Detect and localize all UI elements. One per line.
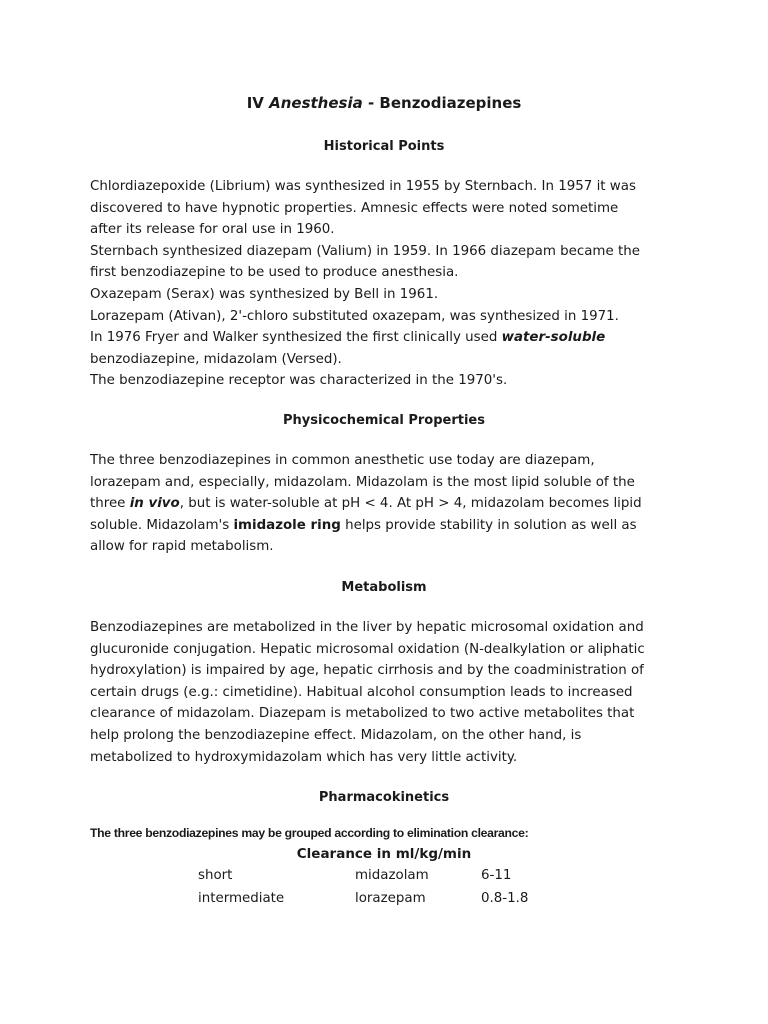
text-run: , but is water-soluble at pH < 4. At pH > 4, midazolam becomes lipid xyxy=(179,496,642,512)
text-line xyxy=(90,493,690,515)
text-line: Sternbach synthesized diazepam (Valium) in 1959. In 1966 diazepam became the xyxy=(90,243,640,259)
table-row xyxy=(0,868,768,890)
title-italic-word: Anesthesia xyxy=(269,94,363,112)
text-line: first benzodiazepine to be used to produce anesthesia. xyxy=(90,265,459,281)
title-prefix: IV xyxy=(246,94,270,112)
heading-pharmacokinetics: Pharmacokinetics xyxy=(318,790,450,805)
text-line: Chlordiazepoxide (Librium) was synthesized in 1955 by Sternbach. In 1957 it was xyxy=(90,179,636,194)
text-line: after its release for oral use in 1960. xyxy=(90,222,335,238)
text-line: allow for rapid metabolism. xyxy=(90,539,274,555)
text-line xyxy=(90,327,690,349)
text-line: The three benzodiazepines in common anesthetic use today are diazepam, xyxy=(90,453,595,468)
emphasis-in-vivo: in vivo xyxy=(129,496,180,512)
emphasis-water-soluble: water-soluble xyxy=(501,330,606,346)
clearance-category: short xyxy=(198,868,233,883)
text-line: Lorazepam (Ativan), 2'-chloro substituted oxazepam, was synthesized in 1971. xyxy=(90,308,619,324)
document-title xyxy=(0,94,768,112)
physicochemical-paragraph xyxy=(90,450,690,558)
text-line: benzodiazepine, midazolam (Versed). xyxy=(90,351,342,367)
text-line: hydroxylation) is impaired by age, hepatic cirrhosis and by the coadministration of xyxy=(90,663,644,679)
heading-metabolism: Metabolism xyxy=(341,580,427,595)
text-run: soluble. Midazolam's xyxy=(90,517,234,533)
clearance-value: 6-11 xyxy=(481,868,512,883)
heading-historical-points: Historical Points xyxy=(323,139,445,154)
table-row xyxy=(0,891,768,913)
text-line: certain drugs (e.g.: cimetidine). Habitual alcohol consumption leads to increased xyxy=(90,684,633,700)
clearance-table-caption: Clearance in ml/kg/min xyxy=(296,846,472,862)
text-run: helps provide stability in solution as well as xyxy=(340,517,637,533)
text-line: glucuronide conjugation. Hepatic microsomal oxidation (N-dealkylation or aliphatic xyxy=(90,641,645,657)
metabolism-paragraph xyxy=(90,617,690,768)
drug-name: lorazepam xyxy=(355,891,426,906)
text-line xyxy=(90,515,690,537)
text-line: discovered to have hypnotic properties. Amnesic effects were noted sometime xyxy=(90,200,619,216)
text-line: clearance of midazolam. Diazepam is metabolized to two active metabolites that xyxy=(90,706,635,722)
text-line: Oxazepam (Serax) was synthesized by Bell in 1961. xyxy=(90,286,439,302)
text-run: In 1976 Fryer and Walker synthesized the first clinically used xyxy=(90,330,502,346)
text-line: help prolong the benzodiazepine effect. Midazolam, on the other hand, is xyxy=(90,727,582,743)
text-line: metabolized to hydroxymidazolam which has very little activity. xyxy=(90,749,518,765)
clearance-category: intermediate xyxy=(198,891,285,906)
clearance-value: 0.8-1.8 xyxy=(481,891,529,906)
pharmacokinetics-intro: The three benzodiazepines may be grouped according to elimination clearance: xyxy=(90,826,529,840)
title-suffix: - Benzodiazepines xyxy=(362,94,522,112)
text-line: Benzodiazepines are metabolized in the liver by hepatic microsomal oxidation and xyxy=(90,620,644,635)
text-line: The benzodiazepine receptor was characterized in the 1970's. xyxy=(90,373,508,389)
historical-points-paragraph xyxy=(90,176,690,392)
emphasis-imidazole-ring: imidazole ring xyxy=(233,517,341,533)
drug-name: midazolam xyxy=(355,868,429,883)
text-run: three xyxy=(90,496,130,512)
heading-physicochemical-properties: Physicochemical Properties xyxy=(283,413,485,428)
text-line: lorazepam and, especially, midazolam. Midazolam is the most lipid soluble of the xyxy=(90,474,635,490)
